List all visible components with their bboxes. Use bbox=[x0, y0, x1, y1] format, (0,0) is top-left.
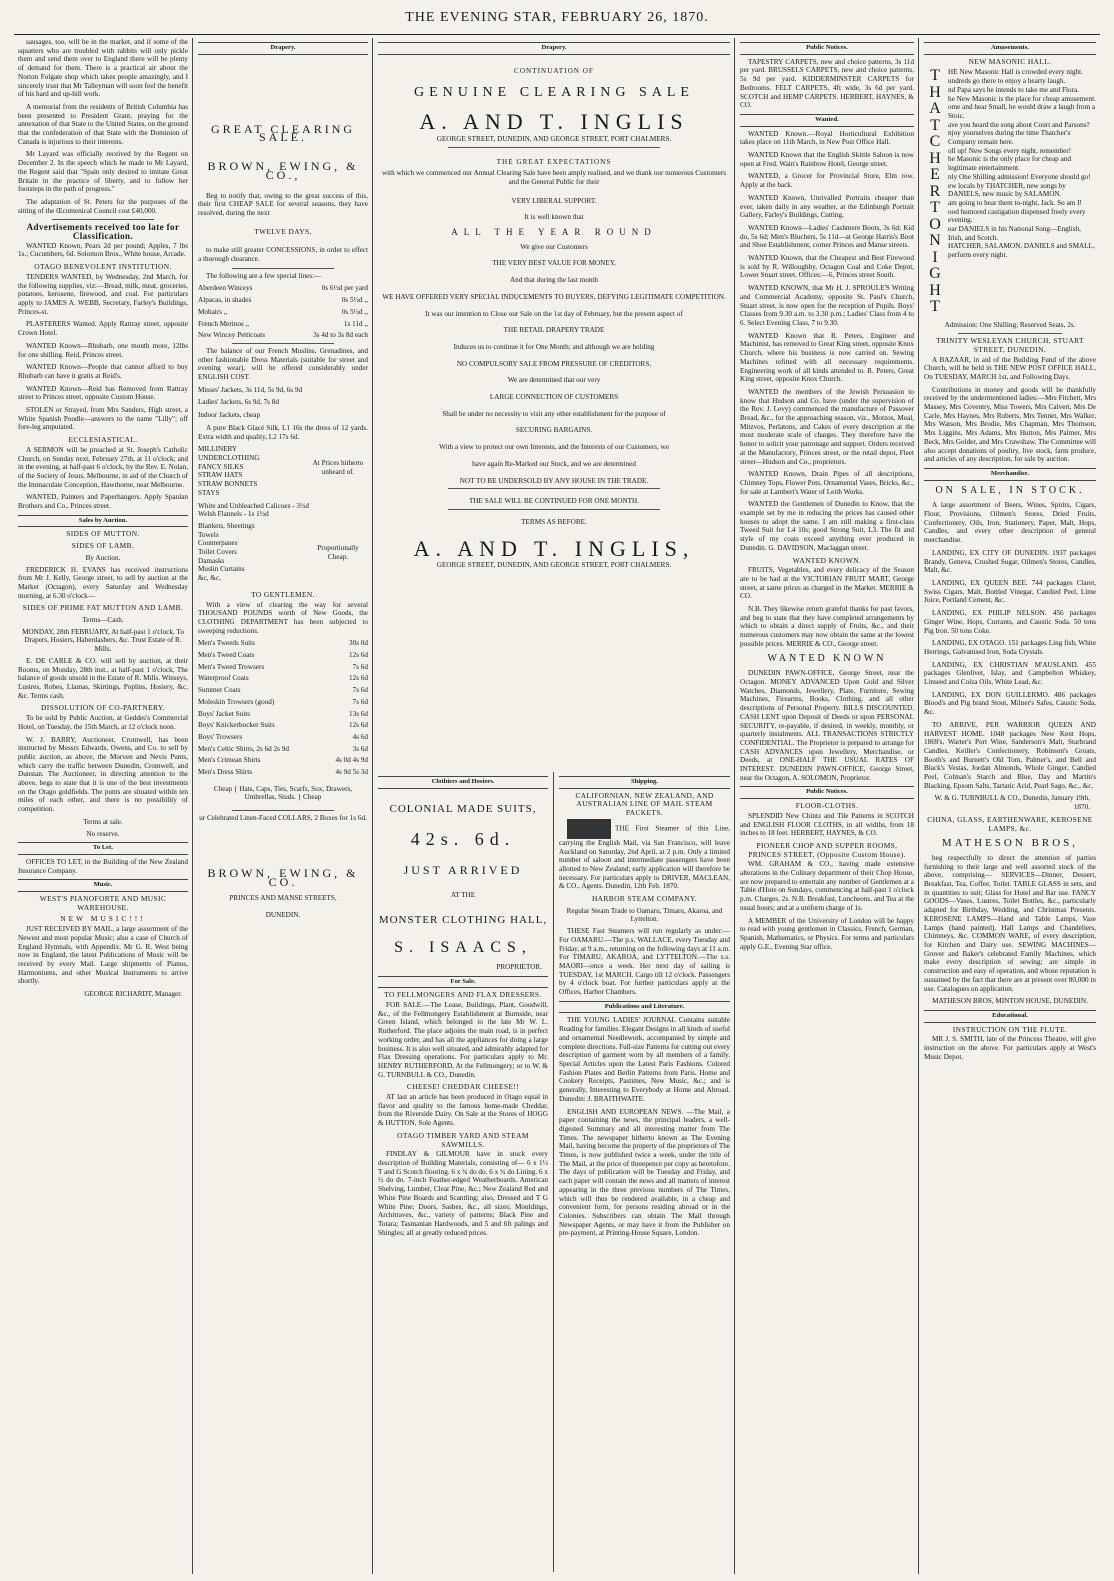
clothing-item: Men's Dress Shirts 4s 9d 5s 3d bbox=[198, 768, 368, 777]
jacket-line: Misses' Jackets, 3s 11d, 5s 9d, 6s 9d bbox=[198, 385, 303, 394]
ad-matheson: beg respectfully to direct the attention of parties furnishing to their large and well assorted stock of the above, comprising— SERVICES—Dinner, Dessert, Breakfast, Tea, Coffee, Toilet. TABLE GLASS in sets, and in quantities to suit; Glass for Hotel and Bar use. FANCY GOODS—Vases, Lustres, Toilet Bottles, &c., particularly adapted for Birthday, Wedding, and Christmas Presents. KEROSENE LAMPS—Hand and Table Lamps, Vase Lamps (hand painted), Hall Lamps and Chandeliers, Chimneys, &c. COMMON WARE, of every description, for Kitchen and Dairy use. SEWING MACHINES—Grover and Baker's celebrated Family Machines, which make every description of sewing; are simple in construction and easy of operation, and whose reputation is sustained by the fact that there are at present over 80,000 in use. Catalogues on application. bbox=[924, 853, 1096, 993]
protect: With a view to protect our own Interests, and the Interests of our Customers, we bbox=[438, 443, 670, 452]
terms-at-sale: Terms at sale. bbox=[83, 817, 123, 826]
china-heading: CHINA, GLASS, EARTHENWARE, KEROSENE LAMPS, &c. bbox=[927, 814, 1093, 833]
line-item: French Merinos ,, 1s 11d ,, bbox=[198, 319, 368, 328]
category-shipping: Shipping. bbox=[559, 776, 730, 789]
wanted-known-heading: WANTED KNOWN. bbox=[792, 555, 862, 565]
proportionally-cheap: Proportionally Cheap. bbox=[317, 543, 359, 561]
category-clothiers: Clothiers and Hosiers. bbox=[378, 776, 548, 789]
gentlemen-body: With a view of clearing the way for several THOUSAND POUNDS worth of New Goods, the CLOTHING DEPARTMENT has been subjected to sweeping reductions. bbox=[198, 600, 368, 635]
millinery-group bbox=[198, 445, 368, 497]
divider bbox=[232, 268, 334, 269]
acrostic-lines: HE New Masonic Hall is crowded every night. undreds go there to enjoy a hearty laugh. nd Papa says he intends to take me and Flora. he New Masonic is the place for cheap amusement. ome and hear Small, he would draw a laugh from a Stoic. ave you heard the song about Court and Parsons? njoy yourselves during the time Thatcher's Company remain here. oll up! New Songs every night, remember! he Masonic is the only place for cheap and legitimate entertainment. nly One Shilling admission! Everyone should go! ew locals by THATCHER, new songs by DANIELS, new music by SALAMON. am going to hear them to-night, Jack. So am I! ood humored castigation dispensed freely every evening. ear DANIELS in his National Song—English, Irish, and Scotch. HATCHER, SALAMON, DANIELS and SMALL, perform every night. bbox=[948, 68, 1096, 260]
all-year-round: ALL THE YEAR ROUND bbox=[451, 227, 657, 238]
category-to-let: To Let. bbox=[18, 842, 188, 855]
category-wanted: Wanted. bbox=[740, 114, 914, 127]
ad-painters: WANTED, Painters and Paperhangers. Apply Spanlan Brothers and Co., Princes street. bbox=[18, 493, 188, 511]
great-expectations: THE GREAT EXPECTATIONS bbox=[496, 157, 612, 166]
well-known: It is well known that bbox=[524, 213, 584, 222]
clothing-item: Moleskin Trowsers (good) 7s 6d bbox=[198, 697, 368, 706]
article-layard: Mr Layard was officially received by the Regent on December 2. In the speech which he made to Mr Layard, the Regent said that "Spain only desired to imitate Great Britain in the practice of liberty, and to follow her footsteps in the path of progress." bbox=[18, 150, 188, 194]
wests-heading: WEST'S PIANOFORTE AND MUSIC WAREHOUSE. bbox=[39, 894, 167, 912]
ad-smith: MR J. S. SMITH, late of the Princess Theatre, will give instruction on the above. For particulars apply at West's Music Depot. bbox=[924, 1035, 1096, 1061]
wanted-ad: WANTED Known that R. Peters, Engineer and Machinist, has removed to Great King street, opposite Knox Church, where his business is now carried on. Sewing Machines refitted with all necessary requirements. Engineering work of all kinds attended to. R. Peters, Great King street, opposite Knox Church. bbox=[740, 331, 914, 384]
special-inducements: WE HAVE OFFERED VERY SPECIAL INDUCEMENTS TO BUYERS, DEFYING LEGITIMATE COMPETITION. bbox=[382, 292, 726, 301]
millinery-item: STRAW HATS bbox=[198, 471, 243, 480]
brown-address: PRINCES AND MANSE STREETS, bbox=[229, 894, 337, 903]
dissolution-body: To be sold by Public Auction, at Geddes's Commercial Hotel, on Tuesday, the 15th March, at 12 o'clock noon. bbox=[18, 714, 188, 731]
brown-ewing-firm: BROWN, EWING, & CO., bbox=[207, 159, 359, 182]
column-4a bbox=[555, 772, 734, 1572]
blanket-item: Toilet Covers bbox=[198, 548, 237, 557]
pioneer-heading: PIONEER CHOP AND SUPPER ROOMS, PRINCES STREET, (Opposite Custom House). bbox=[748, 840, 906, 859]
clothing-item: Boys' Trowsers 4s 6d bbox=[198, 732, 368, 741]
no-compulsory: NO COMPULSORY SALE FROM PRESSURE OF CREDITORS, bbox=[456, 359, 652, 368]
great-clearing-title: GREAT CLEARING SALE. bbox=[210, 121, 356, 145]
column-1 bbox=[14, 38, 192, 1574]
large-connection: LARGE CONNECTION OF CUSTOMERS bbox=[489, 393, 619, 402]
timber-heading: OTAGO TIMBER YARD AND STEAM SAWMILLS. bbox=[397, 1130, 529, 1149]
clothing-item: Men's Tweed Coats 12s 6d bbox=[198, 651, 368, 660]
clothing-item: Boys' Knickerbocker Suits 12s 6d bbox=[198, 721, 368, 730]
wanted-ad: WANTED Known, Unrivalled Portraits cheaper than ever, taken daily in any weather, at the Edinburgh Portrait Gallery, Farley's Buildings, Cutting. bbox=[740, 193, 914, 220]
harbor-heading: HARBOR STEAM COMPANY. bbox=[591, 894, 698, 904]
ad-merrie-nb: N.B. They likewise return grateful thanks for past favors, and beg to state that they have completed arrangements by which to obtain a direct supply of Fruits, &c., and their numerous customers may now obtain the same at the lowest possible prices. MERRIE & CO., George street. bbox=[740, 605, 914, 648]
fellmongers-heading: TO FELLMONGERS AND FLAX DRESSERS. bbox=[384, 990, 542, 1000]
liberal-support: VERY LIBERAL SUPPORT. bbox=[511, 196, 597, 205]
thatcher-acrostic bbox=[924, 68, 1096, 318]
lamb-heading: SIDES OF LAMB. bbox=[71, 541, 135, 551]
matheson-signature: MATHESON BROS, MINTON HOUSE, DUNEDIN. bbox=[932, 997, 1088, 1006]
clothing-item: Waterproof Coats 12s 6d bbox=[198, 674, 368, 683]
column-5 bbox=[920, 38, 1100, 1574]
column-rule bbox=[918, 38, 919, 1574]
ad-university-member: A MEMBER of the University of London will be happy to read with young gentlemen in Classics, French, German, Spanish, Mathematics, or Physics. For terms and particulars apply G.E., Evening Star office. bbox=[740, 916, 914, 951]
ad-cheese: AT last an article has been produced in Otago equal in flavor and quality to the famous home-made Cheddar, from the Riverside Dairy. On Sale at the Stores of HOGG & HUTTON, Sole Agents. bbox=[378, 1093, 548, 1128]
new-music-heading: NEW MUSIC!!! bbox=[60, 914, 146, 924]
first-steamer-text: THE First Steamer of this Line, carrying the English Mail, via San Francisco, will leave Auckland on Saturday, 2nd April, at 2 p.m. Only a limited number of saloon and intermediate passengers have been allotted to New Zealand; early application will therefore be necessary. For particulars apply to DRIVER, MACLEAN, & CO., Agents. Dunedin, 12th Feb. 1870. bbox=[559, 824, 730, 891]
ad-pawn-office: DUNEDIN PAWN-OFFICE, George Street, near the Octagon. MONEY ADVANCED Upon Gold and Silver Watches, Diamonds, Jewellery, Plate, Furniture, Sewing Machines, Firearms, Books, Clothing, and all other descriptions of Personal Property. BILLS DISCOUNTED. CASH LENT upon Deposit of Deeds or upon PERSONAL SECURITY, re-payable, if desired, in weekly, monthly, or quarterly instalments. ALL TRANSACTIONS STRICTLY CONFIDENTIAL. The Proprietor is prepared to arrange for CASH ADVANCES upon Jewellery, Merchandise, or Deeds, at ONE-HALF THE USUAL RATES OF INTEREST. DUNEDIN PAWN-OFFICE, George Street, near the Octagon, A. SOLOMON, Proprietor. bbox=[740, 669, 914, 782]
ad-contributions: Contributions in money and goods will be thankfully received by the undermentioned ladies:—Mrs Fitchett, Mrs Massey, Mrs Coventry, Miss Towers, Mrs Calvert, Mrs De Carle, Mrs Haynes, Mrs Roberts, Mrs Tennet, Mrs Walker, Mrs Watson, Mrs Brodie, Mrs Chapman, Mrs Thomson, Mrs Liggins, Mrs Adams, Mrs Hutton, Mrs Palmer, Mrs Beck, Mrs Golder, and Mrs Crawshaw. The Committee will also accept donations of poultry, live stock, farm produce, and articles of any description, for sale by auction. bbox=[924, 385, 1096, 464]
ad-tenders: TENDERS WANTED, by Wednesday, 2nd March, for the following supplies, viz:—Bread, milk, meat, groceries, potatoes, kerosene, firewood, and coal. For particulars apply to JAMES A. WEBB, Secretary, Farley's Buildings, Princes-st. bbox=[18, 272, 188, 316]
sale-continued: THE SALE WILL BE CONTINUED FOR ONE MONTH. bbox=[468, 497, 640, 506]
at-prices: At Prices hitherto unheard of. bbox=[312, 459, 364, 476]
column-rule bbox=[192, 38, 193, 1574]
clothing-item: Men's Celtic Shirts, 2s 6d 2s 9d 3s 6d bbox=[198, 744, 368, 753]
ad-benevolent-heading: OTAGO BENEVOLENT INSTITUTION. bbox=[34, 262, 172, 272]
category-for-sale: For Sale. bbox=[378, 976, 548, 989]
flute-heading: INSTRUCTION ON THE FLUTE. bbox=[952, 1024, 1068, 1034]
wanted-ad: WANTED the Gentlemen of Dunedin to Know, that the example set by me in reducing the prices has caused other houses to adopt the same. I am still making a first-class Tweed Suit for L4 10s; good Strong Suit, L3. The fit and style of my coats exceed anything ever produced in Dunedin. G. DAVIDSON, Maclaggan street. bbox=[740, 500, 914, 552]
ad-bazaar: A BAZAAR, in aid of the Building Fund of the above Church, will be held in THE NEW POST OFFICE HALL, On TUESDAY, MARCH 1st, and Following Days. bbox=[924, 355, 1096, 381]
category-merchandise: Merchandise. bbox=[924, 468, 1096, 481]
clothing-item: Men's Crimean Shirts 4s 0d 4s 9d bbox=[198, 756, 368, 765]
divider bbox=[52, 219, 154, 220]
clothing-item: Men's Tweed Trowsers 7s 6d bbox=[198, 662, 368, 671]
landing-item: TO ARRIVE, PER WARRIOR QUEEN AND HARVEST HOME. 1048 packages New Kent Hops, 1869's, Warter's Port Wine, Sanderson's Malt, Starbrand Candles, Keiller's Confectionery, Robinson's Groats, Booth's and Burnett's Old Tom, Palmer's, and Bell and Black's Vestas, Jordan Almonds, Whole Ginger, Candied Peel, Colman's Starch and Blue, Day and Martin's Blacking, Epsom Salts, Tartaric Acid, Pearl Sago, &c., &c. bbox=[924, 720, 1096, 790]
landing-item: LANDING, EX DON GUILLERMO. 486 packages Blood's and Pig brand Stout, Milner's Safes, Caustic Soda, &c. bbox=[924, 690, 1096, 717]
column-2 bbox=[194, 38, 372, 1574]
ad-barry: W. J. BARRY, Auctioneer, Cromwell, has been instructed by Messrs Edwards, Owens, and Co. to sell by public auction, as above, the Morven and Nevis Punts, which carry the traffic between Dunedin, Cromwell, and Dunstan. The Auctioneer, in directing attention to the above, begs to state that it is one of the best investments on the Otago goldfields. The punts are situated within ten miles of each other, and there is no possibility of competition. bbox=[18, 735, 188, 814]
cheese-heading: CHEESE! CHEDDAR CHEESE!! bbox=[406, 1082, 520, 1092]
ad-offices: OFFICES TO LET, in the Building of the New Zealand Insurance Company. bbox=[18, 857, 188, 875]
monster-clothing: MONSTER CLOTHING HALL, bbox=[378, 913, 548, 926]
balance-muslins: The balance of our French Muslins, Grenadines, and other fashionable Dress Materials (suitable for street and evening wear), will be offered considerably under ENGLISH COST. bbox=[198, 346, 368, 382]
ecclesiastical-heading: ECCLESIASTICAL. bbox=[68, 435, 138, 445]
divider bbox=[448, 147, 659, 148]
pawn-heading: WANTED KNOWN bbox=[767, 652, 887, 664]
wanted-ad: WANTED Known that the English Skittle Saloon is now open at Fred. Wain's Rainbow Hotel, George street. bbox=[740, 151, 914, 168]
turnbull-signature: W. & G. TURNBULL & CO., Dunedin, January 19th, 1870. bbox=[934, 794, 1090, 812]
prime-heading: SIDES OF PRIME FAT MUTTON AND LAMB. bbox=[22, 603, 184, 613]
ad-just-received: JUST RECEIVED BY MAIL, a large assortment of the Newest and most popular Music; also a case of Church of England Hymnals, with Appendix. Mr G. R. West being now in England, the latest Publications of Music will be received by every Mail. Large shipments of Pianos, Harmoniums, and other Musical Instruments to arrive shortly. bbox=[18, 925, 188, 986]
securing-bargains: SECURING BARGAINS. bbox=[515, 426, 593, 435]
genuine-clearing: GENUINE CLEARING SALE bbox=[414, 85, 694, 101]
matheson-heading: MATHESON BROS, bbox=[941, 837, 1079, 850]
flannels: Welsh Flannels - 1s 1½d bbox=[198, 510, 269, 519]
clothing-item: Summer Coats 7s 6d bbox=[198, 686, 368, 695]
wanted-ad: WANTED Known, Drain Pipes of all descriptions, Chimney Tops, Flower Pots, Ornamental Vases, Bricks, &c., for sale at Lambert's Water of Leith Works. bbox=[740, 470, 914, 496]
wanted-ad: WANTED Known, that the Cheapest and Best Firewood is sold by R. Willoughby, Octagon Coal and Coke Depot, Lower Stuart street. Offices:—6, Princes street South. bbox=[740, 254, 914, 280]
induces: Induces us to continue it for One Month; and although we are holding bbox=[453, 342, 655, 351]
shall-be: Shall be under no necessity to visit any other establishment for the purpose of bbox=[442, 409, 666, 418]
millinery-item: UNDERCLOTHING bbox=[198, 453, 260, 462]
column-3a bbox=[374, 772, 552, 1572]
ad-fruits: FRUITS, Vegetables, and every delicacy of the Season are to be had at the VICTORIAN FRUIT MART, George street, at same prices as charged in the Market. MERRIE & CO. bbox=[740, 566, 914, 601]
landing-item: LANDING, EX QUEEN BEE. 744 packages Claret, Swiss Cigars, Malt, Bottled Vinegar, Candied Peel, Lime Juice, Portland Cement, &c. bbox=[924, 578, 1096, 605]
divider bbox=[448, 488, 659, 489]
blanket-item: Towels bbox=[198, 530, 219, 539]
ad-rhubarb: WANTED Known—Rhubarb, one month more, 12lbs for one shilling. Reid, Princes street. bbox=[18, 341, 188, 359]
brown-ewing-firm-2: BROWN, EWING, & CO. bbox=[207, 865, 359, 889]
landing-item: LANDING, EX CHRISTIAN M'AUSLAND. 455 packages Glenlivet, Islay, and Campbelton Whiskey, Linseed and Colza Oils, White Lead, &c. bbox=[924, 660, 1096, 687]
steamship-icon bbox=[567, 819, 611, 839]
inglis-firm-2: A. AND T. INGLIS, bbox=[413, 535, 695, 561]
category-amusements: Amusements. bbox=[924, 42, 1096, 55]
masonic-heading: NEW MASONIC HALL. bbox=[968, 56, 1052, 66]
suit-price: 42s. 6d. bbox=[410, 829, 516, 850]
re-marked: have again Re-Marked our Stock, and we are determined bbox=[472, 459, 636, 468]
ad-fellmongery: FOR SALE.—The Lease, Buildings, Plant, Goodwill, &c., of the Fellmongery Establishment at Burnside, near Green Island, which belonged to the late Mr W. L. Rutherford. The place adjoins the main road, is in perfect working order, and has all the appliances for doing a large business. It is also well situated, and admirably adapted for Flax Dressing operations. For particulars apply to Mr. HENRY RUTHERFORD, At the Fellmongery; or to W. & G. TURNBULL & CO., Dunedin. bbox=[378, 1001, 548, 1079]
column-rule bbox=[734, 38, 735, 1574]
line-item: Alpacas, in shades 0s 5½d ,, bbox=[198, 296, 368, 305]
ad-young-ladies: THE YOUNG LADIES' JOURNAL Contains suitable Reading for families. Elegant Designs in all kinds of useful and ornamental Needlework, accompanied by simple and complete directions. Full-size Patterns for cutting out every description of garment worn by all members of a family. Special Articles upon the Latest Paris Fashions. Colored Fashion Plates and Berlin Patterns from Paris. Home and Cookery Receipts, Pastimes, New Music, &c.; and is generally, Interesting to Everybody at Home and Abroad. Dunedin: J. BRAITHWAITE. bbox=[559, 1016, 730, 1103]
category-drapery: Drapery. bbox=[198, 42, 368, 55]
ad-splendid: SPLENDID New Chintz and Tile Patterns in SCOTCH and ENGLISH FLOOR CLOTHS, in all widths, from 18 inches to 18 feet. HERBERT, HAYNES, & CO. bbox=[740, 811, 914, 838]
jacket-line: Ladies' Jackets, 6s 9d, 7s 8d bbox=[198, 398, 279, 407]
colonial-suits: COLONIAL MADE SUITS, bbox=[389, 802, 537, 815]
column-4 bbox=[736, 38, 918, 1574]
ad-english-news: ENGLISH AND EUROPEAN NEWS. —The Mail, a paper containing the news, the principal leaders, a well-digested Summary and all interesting matter from The Times. The newspaper hitherto known as The Evening Mail, having become the property of the proprietors of The Times, is now published twice a week, under the title of The Mail, at the price of threepence per copy as heretofore. The days of publication will be Tuesday and Friday, and each paper will contain the news and all matters of interest appearing in the three previous numbers of The Times, which will thus be rendered available, in a cheap and convenient form, for persons residing abroad or in the Colonies. Subscribers can obtain The Mail through Newspaper Agents, or may have it from the Publisher on pre-payment, at Printing-House Square, London. bbox=[559, 1107, 730, 1238]
jacket-line: Indoor Jackets, cheap bbox=[198, 411, 261, 420]
article-sausages: sausages, too, will be in the market, and if some of the squatters who are troubled with rabbits will only pickle them and send them over to England there will be plenty of demand for them. There is a practical air about the Norton Folgate shop which takes people amazingly, and I sincerely trust that Mr Talleyman will soon feel the benefit of his hard and up-hill work. bbox=[18, 38, 188, 99]
calicoes: White and Unbleached Calicoes - 3½d bbox=[198, 501, 309, 510]
brown-dunedin: DUNEDIN. bbox=[265, 911, 301, 919]
millinery-item: STAYS bbox=[198, 488, 220, 497]
article-memorial: A memorial from the residents of British Columbia has been presented to President Grant, praying for the annexation of that State to the United States, on the ground that the confederation of that State with the Dominion of Canada is injurious to their interests. bbox=[18, 102, 188, 146]
line-item: New Wincey Petticoats 3s 4d to 3s 8d each bbox=[198, 331, 368, 340]
proprietor: PROPRIETOR. bbox=[496, 962, 542, 971]
admission: Admission: One Shilling; Reserved Seats, 2s. bbox=[944, 321, 1076, 330]
dissolution-heading: DISSOLUTION OF CO-PARTNERY. bbox=[41, 703, 165, 713]
article-st-peters: The adaptation of St. Peters for the purposes of the sitting of the Œcumenical Council cost £40,000. bbox=[18, 197, 188, 215]
wanted-ad: WANTED KNOWN, that Mr H. J. SPROULE'S Writing and Commercial Academy, opposite St. Paul's Church, Stuart street, is now open for the reception of Pupils. Boys' Classes from 9.30 a.m. to 3.30 p.m.; Ladies' Class from 4 to 6. Select Evening Class, 7 to 9.30. bbox=[740, 284, 914, 327]
blanket-item: Muslin Curtains bbox=[198, 565, 245, 574]
divider bbox=[448, 509, 659, 510]
continuation: CONTINUATION OF bbox=[514, 66, 594, 75]
ad-sermon: A SERMON will be preached at St. Joseph's Catholic Church, on Sunday next, February 27th, at 11 o'clock; and in the evening, at half-past 6 o'clock, by the Rev. E. Nolan, of the Society of Jesus, Melbourne, in aid of the Church of the Immaculate Conception, Hawthorne, near Melbourne. bbox=[18, 445, 188, 489]
greater-concessions: to make still greater CONCESSIONS, in order to effect a thorough clearance. bbox=[198, 246, 368, 264]
ad-first-steamer bbox=[559, 819, 730, 891]
blanket-item: &c, &c, bbox=[198, 574, 221, 583]
intention: It was our intention to Close our Sale on the 1st day of February, but the present aspect of bbox=[425, 309, 683, 318]
cheap-hats: Cheap { Hats, Caps, Ties, Scarfs, Sox, Drawers, Umbrellas, Studs. } Cheap bbox=[213, 784, 353, 802]
category-publications: Publications and Literature. bbox=[559, 1001, 730, 1014]
divider bbox=[232, 343, 334, 344]
ad-de-carle: E. DE CARLE & CO. will sell by auction, at their Rooms, on Monday, 28th inst., at half-past 1 o'clock, The balance of goods unsold in the Estate of R. Mills. Winseys, Lustres, Robes, Llamas, Skirtings, Poplins, Hosiery, &c, &c. Terms cash. bbox=[18, 656, 188, 700]
millinery-item: FANCY SILKS bbox=[198, 462, 244, 471]
floor-cloths-heading: FLOOR-CLOTHS. bbox=[795, 801, 859, 811]
retail-drapery: THE RETAIL DRAPERY TRADE bbox=[503, 326, 605, 335]
column-rule bbox=[553, 772, 554, 1572]
blanket-item: Blankets, Sheetings bbox=[198, 521, 255, 530]
divider bbox=[958, 333, 1061, 334]
on-sale-body: A large assortment of Beers, Wines, Spirits, Cigars, Flour, Provisions, Oilmen's Stores, Dried Fruits, Confectionery, Oils, Iron, Stationery, Paper, Malt, Hops, Candles, and every other description of general merchandise. bbox=[924, 501, 1096, 545]
wanted-ad: WANTED Known—Ladies' Cashmere Boots, 3s 6d; Kid do, 5s 6d; Men's Bluchers, 5s 11d—at George Harris's Boot and Shoe Establishment, corner Princes and Manse streets. bbox=[740, 223, 914, 250]
landing-item: LANDING, EX OTAGO. 151 packages Ling fish, White Herrings, Galvanised Iron, Soda Crystals. bbox=[924, 639, 1096, 656]
landing-item: LANDING, EX CITY OF DUNEDIN. 1937 packages Brandy, Geneva, Crushed Sugar, Oilmen's Stores, Candles, Malt, &c. bbox=[924, 548, 1096, 575]
divider bbox=[232, 810, 334, 811]
glace-silk: A pure Black Glacé Silk, L1 16s the dress of 12 yards. Extra width and quality, L2 17s 6d. bbox=[198, 423, 368, 441]
monday-notice: MONDAY, 28th FEBRUARY, At half-past 1 o'clock. To Drapers, Hosiers, Haberdashers, &c. Trust Estate of R. Mills. bbox=[22, 627, 184, 654]
blanket-item: Counterpanes bbox=[198, 539, 238, 548]
ad-rhubarb-gratis: WANTED Known—People that cannot afford to buy Rhubarb can have it gratis at Reid's. bbox=[18, 363, 188, 380]
collars: ur Celebrated Linen-Faced COLLARS, 2 Boxes for 1s 6d. bbox=[199, 814, 367, 823]
mail-steam-heading: CALIFORNIAN, NEW ZEALAND, AND AUSTRALIAN LINE OF MAIL STEAM PACKETS. bbox=[575, 790, 714, 818]
millinery-item: MILLINERY bbox=[198, 445, 238, 454]
inglis-address: GEORGE STREET, DUNEDIN, AND GEORGE STREET, PORT CHALMERS. bbox=[436, 134, 672, 143]
wanted-ad: WANTED, a Grocer for Provincial Store, Elm row. Apply at the back. bbox=[740, 172, 914, 190]
to-gentlemen: TO GENTLEMEN. bbox=[251, 589, 315, 599]
on-sale-heading: ON SALE, IN STOCK. bbox=[935, 484, 1085, 496]
best-value: THE VERY BEST VALUE FOR MONEY, bbox=[492, 259, 616, 268]
late-ads-heading: Advertisements received too late for Classification. bbox=[26, 222, 180, 242]
inglis-address-2: GEORGE STREET, DUNEDIN, AND GEORGE STREET, PORT CHALMERS. bbox=[436, 561, 672, 570]
determined: We are determined that our very bbox=[507, 376, 601, 385]
ad-graham: WM. GRAHAM & CO., having made extensive alterations in the Culinary department of their Chop House, are now prepared to entertain any number of Gentlemen at a Table d'Hote on Sundays, commencing at half-past 1 o'clock p.m. Charges, 2s. N.B. Breakfast, Luncheons, and Tea at the usual hours; and at a uniform charge of 1s. bbox=[740, 860, 914, 912]
during-month: And that during the last month bbox=[509, 276, 599, 285]
millinery-item: STRAW BONNETS bbox=[198, 480, 258, 489]
ad-findlay: FINDLAY & GILMOUR have in stock every description of Building Materials, consisting of— 6 x 1½ T and G Scotch flooring. 6 x ¾ do do. 6 x ¾ do Lining. 6 x ½ do do. 7-inch Feather-edged Weatherboards. American Shelving, Lumber, Clear Pine, &c.; New Zealand Red and White Pine Boards and Scantling; also, Dressed and T G White Pine; Doors, Sashes, &c., all sizes; Mouldings, Architraves, &c., variety of patterns; Black Pine and Totara; Tasmanian Hardwoods, and 5 and 6ft palings and Shingles; all at greatly reduced prices. bbox=[378, 1150, 548, 1237]
not-undersold: NOT TO BE UNDERSOLD BY ANY HOUSE IN THE TRADE. bbox=[459, 476, 649, 485]
landing-item: LANDING, EX PHILIP NELSON. 456 packages Ginger Wine, Hops, Currants, and Caustic Soda. 50 tons Pig Iron. 50 tons Coke. bbox=[924, 609, 1096, 635]
line-item: Aberdeen Winceys 0s 6½d per yard bbox=[198, 284, 368, 293]
inglis-advert bbox=[374, 38, 734, 768]
ad-pears: WANTED Known, Pears 2d per pound; Apples, 7 lbs 1s.; Cucumbers, 6d. Solomon Bros., White house, Arcade. bbox=[18, 241, 188, 259]
wanted-ad: WANTED the members of the Jewish Persuasion to know that Hudson and Co. have (under the supervision of the Rev. J. Levy) commenced the manufacture of Passover Bread, &c., for the approaching season, viz., Motzos, Meal, Mitzvos, Perlatons, and Cakes of every description at the most moderate scale of charges. They therefore have the honor to solicit your patronage and support. Orders received at the Manufactory, Princes street, or the retail depot, Fleet street—Hudson and Co., proprietors. bbox=[740, 387, 914, 466]
inglis-firm: A. AND T. INGLIS bbox=[419, 109, 689, 135]
following-lines: The following are a few special lines:— bbox=[206, 271, 322, 280]
blanket-item: Damasks bbox=[198, 556, 225, 565]
terms-before: TERMS AS BEFORE. bbox=[521, 517, 587, 526]
ad-stolen-poodle: STOLEN or Strayed, from Mrs Sanders, High street, a White Spanish Poodle—answers to the name "Lilly"; off fore-leg amputated. bbox=[18, 406, 188, 432]
acrostic-letters: T H A T C H E R T O N I G H T bbox=[929, 67, 941, 316]
by-auction: By Auction. bbox=[85, 553, 121, 562]
we-give: We give our Customers bbox=[520, 242, 588, 251]
brown-intro: Beg to notify that, owing to the great success of this, their first CHEAP SALE for several seasons, they have resolved, during the next bbox=[198, 191, 368, 217]
terms-cash: Terms—Cash. bbox=[82, 616, 124, 625]
just-arrived: JUST ARRIVED bbox=[403, 863, 523, 878]
blankets-group bbox=[198, 522, 368, 583]
clothing-item: Boys' Jacket Suits 13s 6d bbox=[198, 709, 368, 718]
category-public-notices: Public Notices. bbox=[740, 42, 914, 55]
line-item: Mohairs ,, 0s 5½d ,, bbox=[198, 307, 368, 316]
ad-tapestry: TAPESTRY CARPETS, new and choice patterns, 3s 11d per yard. BRUSSELS CARPETS, new and choice patterns, 5s 9d per yard. KIDDERMINSTER CARPETS for Bedrooms. FELT CARPETS, 4ft wide, 3s 6d per yard. SCOTCH and HEMP CARPETS. HERBERT, HAYNES, & CO. bbox=[740, 57, 914, 110]
mutton-heading: SIDES OF MUTTON. bbox=[66, 529, 140, 539]
clothing-item: Men's Tweeds Suits 30s 0d bbox=[198, 639, 368, 648]
category-public-notices-2: Public Notices. bbox=[740, 786, 914, 799]
category-auction: Sales by Auction. bbox=[18, 515, 188, 528]
regular-trade: Regular Steam Trade to Oamaru, Timaru, Akaroa, and Lyttelton. bbox=[566, 906, 723, 924]
twelve-days: TWELVE DAYS, bbox=[254, 226, 312, 236]
ad-evans: FREDERICK H. EVANS has received instructions from Mr J. Kelly, George street, to sell by auction at the Market (Octagon), every Saturday and Wednesday morning, at 6.30 o'clock— bbox=[18, 565, 188, 600]
at-the: AT THE bbox=[450, 890, 476, 899]
ad-reid-removed: WANTED Known—Reid has Removed from Rattray street to Princes street, opposite Custom House. bbox=[18, 384, 188, 402]
wanted-ad: WANTED Known.—Royal Horticultural Exhibition takes place on 11th March, in New Post Office Hall. bbox=[740, 129, 914, 147]
category-drapery-2: Drapery. bbox=[378, 42, 730, 55]
with-which: with which we commenced our Annual Clearing Sale have been amply realised, and we thank our numerous Customers and the General Public for their bbox=[381, 169, 727, 186]
ad-plasterers: PLASTERERS Wanted. Apply Rattray street, opposite Crown Hotel. bbox=[18, 320, 188, 338]
column-rule bbox=[372, 38, 373, 1574]
trinity-heading: TRINITY WESLEYAN CHURCH, STUART STREET, DUNEDIN. bbox=[936, 336, 1084, 354]
signature-richardt: GEORGE RICHARDT, Manager. bbox=[84, 990, 182, 999]
no-reserve: No reserve. bbox=[86, 829, 120, 838]
masthead: THE EVENING STAR, FEBRUARY 26, 1870. bbox=[405, 10, 709, 25]
masthead-rule bbox=[14, 34, 1100, 35]
category-educational: Educational. bbox=[924, 1010, 1096, 1023]
category-music: Music. bbox=[18, 879, 188, 892]
ad-these-steamers: THESE Fast Steamers will run regularly as under:— For OAMARU.—The p.s. WALLACE, every Tuesday and Friday, at 9 a.m., returning on the following days at 11 a.m. For TIMARU, AKAROA, and LYTTELTON.—The s.s. MAORI—once a week. Her next day of sailing is TUESDAY, 1st MARCH. Cargo till 12 o'clock. Passengers by 4 o'clock boat. For further particulars apply at the Offices, Harbor Chambers. bbox=[559, 927, 730, 997]
isaacs: S. ISAACS, bbox=[394, 939, 532, 957]
